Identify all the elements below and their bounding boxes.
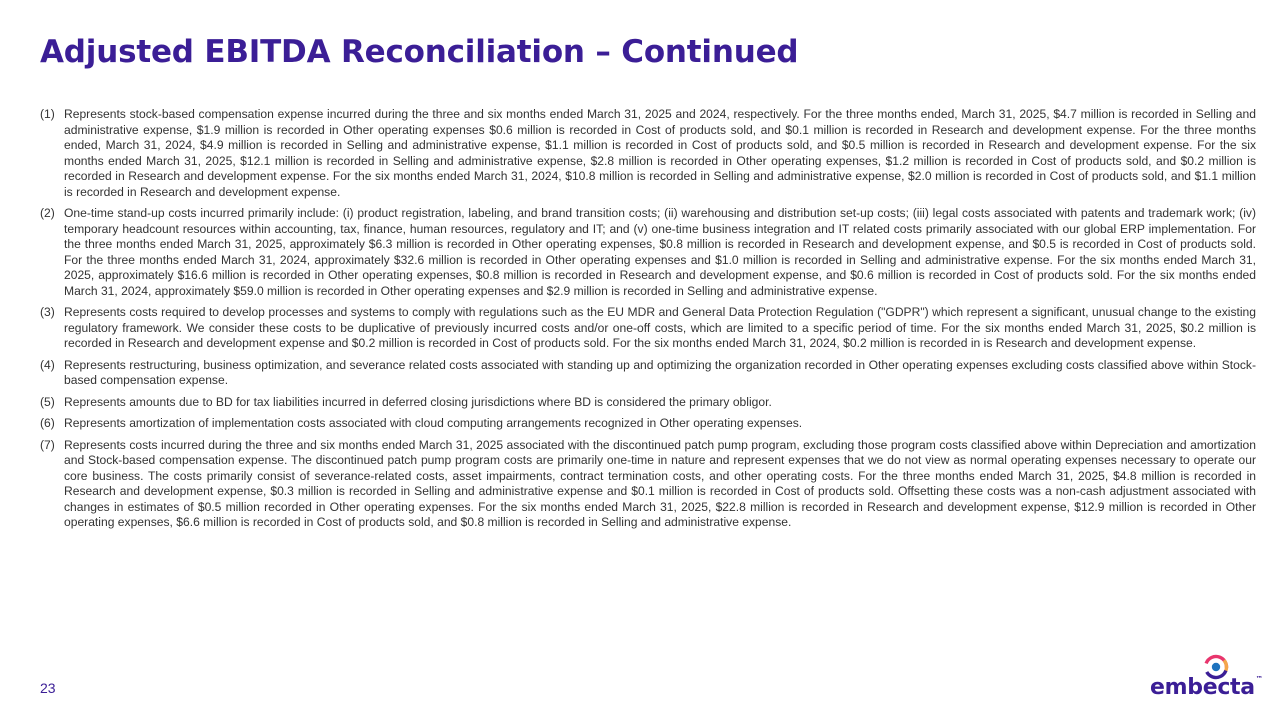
footnote-marker: (7): [40, 437, 55, 452]
footnote-text: Represents restructuring, business optimization, and severance related costs associated with standing up and optimizing the organization recorded in Other operating expenses excluding costs classified above within Stock-based compensation expense.: [64, 357, 1256, 387]
footnote-item: [40, 305, 1256, 352]
footnote-text: Represents amortization of implementation costs associated with cloud computing arrangements recognized in Other operating expenses.: [64, 416, 803, 430]
footnote-item: [40, 206, 1256, 299]
footnote-item: [40, 438, 1256, 531]
footnote-item: [40, 107, 1256, 200]
footnote-list: [40, 107, 1256, 537]
page-title: Adjusted EBITDA Reconciliation – Continued: [40, 34, 799, 70]
footnote-marker: (5): [40, 394, 55, 409]
trademark-symbol: ™: [1255, 675, 1263, 683]
embecta-logo: [1150, 654, 1263, 700]
footnote-item: [40, 395, 1256, 411]
footnote-text: Represents costs required to develop processes and systems to comply with regulations such as the EU MDR and General Data Protection Regulation ("GDPR") which represent a significant, unusual change to the existing regulatory framework. We consider these costs to be duplicative of previously incurred costs and/or one-off costs, which are limited to a specific period of time. For the six months ended March 31, 2025, $0.2 million is recorded in Research and development expense and $0.2 million is recorded in Cost of products sold. For the six months ended March 31, 2024, $0.2 million is recorded in is Research and development expense.: [64, 305, 1256, 350]
page-number: 23: [40, 680, 56, 696]
footnote-marker: (2): [40, 206, 55, 220]
footnote-marker: (1): [40, 107, 55, 121]
footnote-marker: (6): [40, 416, 55, 430]
footnote-text: One-time stand-up costs incurred primarily include: (i) product registration, labeling, and brand transition costs; (ii) warehousing and distribution set-up costs; (iii) legal costs associated with patents and trademark work; (iv) temporary headcount resources within accounting, tax, finance, human resources, regulatory and IT; and (v) one-time business integration and IT related costs primarily associated with our global ERP implementation. For the three months ended March 31, 2025, approximately $6.3 million is recorded in Other operating expenses, $0.8 million is recorded in Research and development expense, and $0.5 is recorded in Cost of products sold. For the three months ended March 31, 2024, approximately $32.6 million is recorded in Other operating expenses and $1.0 million is recorded in Selling and administrative expense. For the six months ended March 31, 2025, approximately $16.6 million is recorded in Other operating expenses, $0.8 million is recorded in Research and development expense, and $0.6 million is recorded in Cost of products sold. For the six months ended March 31, 2024, approximately $59.0 million is recorded in Other operating expenses and $2.9 million is recorded in Selling and administrative expense.: [64, 206, 1256, 298]
footnote-text: Represents stock-based compensation expense incurred during the three and six months ended March 31, 2025 and 2024, respectively. For the three months ended, March 31, 2025, $4.7 million is recorded in Selling and administrative expense, $1.9 million is recorded in Other operating expenses $0.6 million is recorded in Cost of products sold, and $0.1 million is recorded in Research and development expense. For the three months ended, March 31, 2024, $4.9 million is recorded in Selling and administrative expense, $1.1 million is recorded in Cost of products sold, and $0.5 million is recorded in Research and development expense. For the six months ended March 31, 2025, $12.1 million is recorded in Selling and administrative expense, $2.8 million is recorded in Other operating expenses, $1.2 million is recorded in Cost of products sold, and $0.2 million is recorded in Research and development expense. For the six months ended March 31, 2024, $10.8 million is recorded in Selling and administrative expense, $2.0 million is recorded in Cost of products sold, and $1.1 million is recorded in Research and development expense.: [64, 107, 1256, 199]
footnote-marker: (3): [40, 305, 55, 319]
footnote-item: [40, 416, 1256, 432]
footnote-marker: (4): [40, 357, 55, 372]
logo-wordmark-text: embecta: [1150, 675, 1255, 700]
footnote-text: Represents amounts due to BD for tax liabilities incurred in deferred closing jurisdictions where BD is considered the primary obligor.: [64, 394, 772, 409]
logo-wordmark: [1150, 675, 1263, 700]
footnote-item: [40, 358, 1256, 389]
footnote-text: Represents costs incurred during the three and six months ended March 31, 2025 associated with the discontinued patch pump program, excluding those program costs classified above within Depreciation and amortization and Stock-based compensation expense. The discontinued patch pump program costs are primarily one-time in nature and represent expenses that we do not view as normal operating expenses necessary to operate our core business. The costs primarily consist of severance-related costs, asset impairments, contract termination costs, and other operating costs. For the three months ended March 31, 2025, $4.8 million is recorded in Research and development expense, $0.3 million is recorded in Selling and administrative expense and $0.1 million is recorded in Cost of products sold. Offsetting these costs was a non-cash adjustment associated with changes in estimates of $0.5 million recorded in Other operating expenses. For the six months ended March 31, 2025, $22.8 million is recorded in Research and development expense, $12.9 million is recorded in Other operating expenses, $6.6 million is recorded in Cost of products sold, and $0.8 million is recorded in Selling and administrative expense.: [64, 437, 1256, 529]
